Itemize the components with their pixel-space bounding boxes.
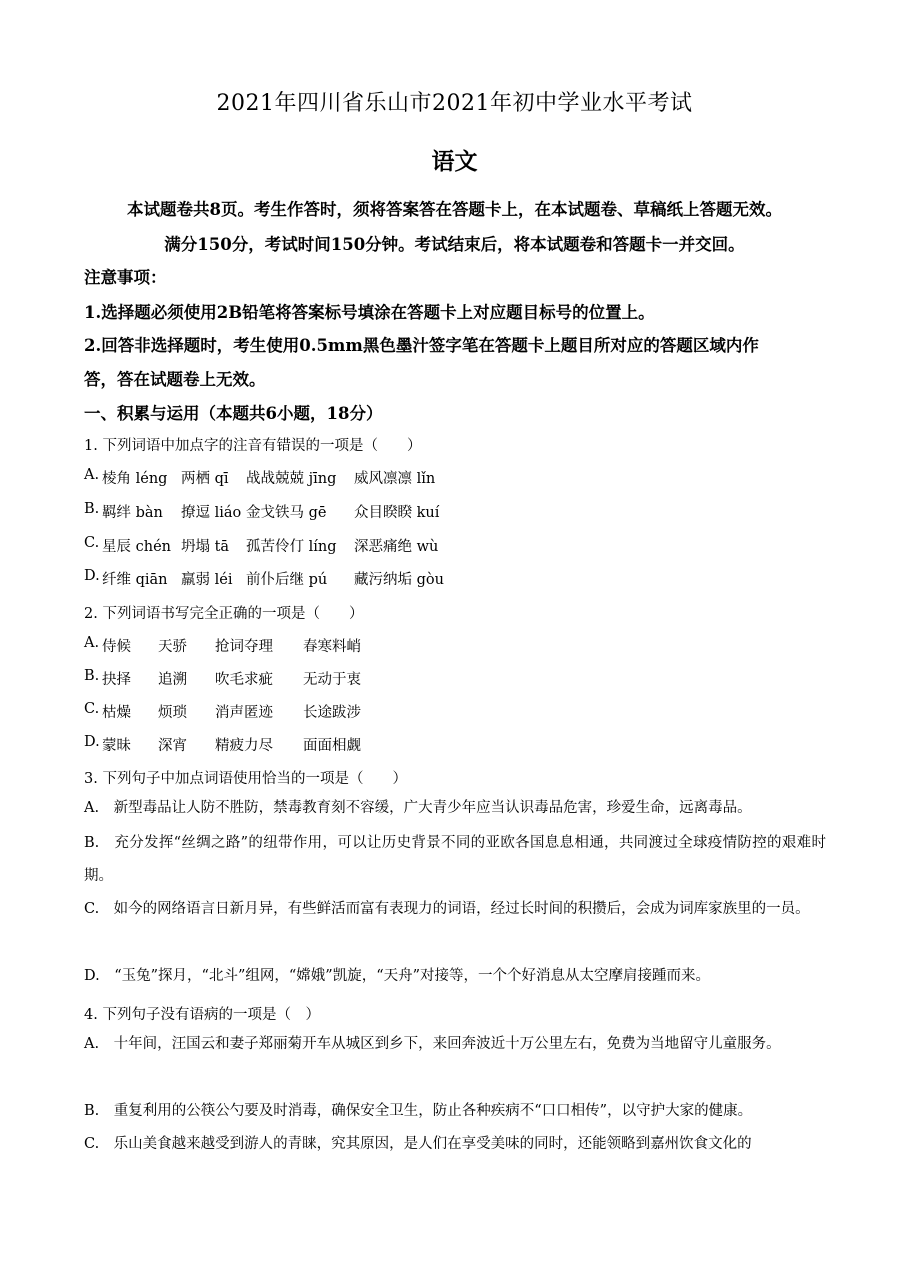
question-3-stem: 3. 下列句子中加点词语使用恰当的一项是（ ）: [84, 771, 407, 787]
option-item: 威风凛凛 lǐn: [354, 471, 436, 487]
option-item: 纤维 qiān: [102, 572, 168, 588]
option-label: B.: [84, 501, 100, 517]
question-1-stem: 1. 下列词语中加点字的注音有错误的一项是（ ）: [84, 438, 422, 454]
option-item: 前仆后继 pú: [246, 572, 328, 588]
option-item: 消声匿迹: [215, 705, 273, 721]
option-item: 抢词夺理: [215, 639, 273, 655]
option-label: C.: [84, 535, 100, 551]
option-item: 长途跋涉: [303, 705, 361, 721]
question-3-option-d: D. “玉兔”探月，“北斗”组网，“嫦娥”凯旋，“天舟”对接等，一个个好消息从太空摩肩接踵而来。: [84, 968, 711, 984]
note-item-2-continued: 答，答在试题卷上无效。: [84, 370, 266, 389]
option-item: 无动于衷: [303, 672, 361, 688]
option-label: B.: [84, 668, 100, 684]
option-item: 众目睽睽 kuí: [354, 505, 440, 521]
option-item: 孤苦伶仃 líng: [246, 539, 337, 555]
question-3-option-b: B. 充分发挥“丝绸之路”的纽带作用，可以让历史背景不同的亚欧各国息息相通，共同渡过全球疫情防控的艰难时期。: [84, 835, 826, 884]
option-item: 战战兢兢 jīng: [246, 471, 337, 487]
question-4-stem: 4. 下列句子没有语病的一项是（ ）: [84, 1007, 320, 1023]
option-item: 两栖 qī: [181, 471, 229, 487]
subject-title: 语文: [431, 148, 478, 175]
option-item: 深恶痛绝 wù: [354, 539, 439, 555]
option-item: 面面相觑: [303, 738, 361, 754]
question-4-option-b: B. 重复利用的公筷公勺要及时消毒，确保安全卫生，防止各种疾病不“口口相传”，以守护大家的健康。: [84, 1103, 753, 1119]
option-item: 烦琐: [158, 705, 187, 721]
notice-line-1: 本试题卷共8页。考生作答时，须将答案答在答题卡上，在本试题卷、草稿纸上答题无效。: [127, 200, 782, 219]
question-4-option-a: A. 十年间，汪国云和妻子郑丽菊开车从城区到乡下，来回奔波近十万公里左右，免费为当地留守儿童服务。: [84, 1036, 781, 1052]
option-item: 金戈铁马 gē: [246, 505, 327, 521]
option-item: 坍塌 tā: [181, 539, 230, 555]
option-item: 深宵: [158, 738, 187, 754]
section-1-title: 一、积累与运用（本题共6小题，18分）: [84, 404, 383, 423]
option-item: 抉择: [102, 672, 131, 688]
option-item: 吹毛求疵: [215, 672, 273, 688]
question-3-option-c: C. 如今的网络语言日新月异，有些鲜活而富有表现力的词语，经过长时间的积攒后，会成为词库家族里的一员。: [84, 901, 810, 917]
option-label: A.: [84, 635, 100, 651]
option-label: C.: [84, 701, 100, 717]
question-3-option-a: A. 新型毒品让人防不胜防，禁毒教育刻不容缓，广大青少年应当认识毒品危害，珍爱生命，远离毒品。: [84, 800, 752, 816]
option-label: D.: [84, 734, 100, 750]
option-item: 撩逗 liáo: [181, 505, 242, 521]
option-item: 春寒料峭: [303, 639, 361, 655]
notice-line-2: 满分150分，考试时间150分钟。考试结束后，将本试题卷和答题卡一并交回。: [164, 235, 745, 254]
notes-heading: 注意事项：: [84, 268, 167, 287]
option-item: 羸弱 léi: [181, 572, 233, 588]
option-item: 侍候: [102, 639, 131, 655]
option-item: 精疲力尽: [215, 738, 273, 754]
option-item: 枯燥: [102, 705, 131, 721]
exam-title: 2021年四川省乐山市2021年初中学业水平考试: [216, 91, 693, 116]
option-label: D.: [84, 568, 100, 584]
option-item: 星辰 chén: [102, 539, 171, 555]
option-item: 天骄: [158, 639, 187, 655]
note-item-2: 2.回答非选择题时，考生使用0.5mm黑色墨汁签字笔在答题卡上题目所对应的答题区域内作: [84, 336, 759, 355]
option-label: A.: [84, 467, 100, 483]
question-2-stem: 2. 下列词语书写完全正确的一项是（ ）: [84, 606, 364, 622]
option-item: 蒙昧: [102, 738, 131, 754]
option-item: 追溯: [158, 672, 187, 688]
option-item: 羁绊 bàn: [102, 505, 163, 521]
option-item: 藏污纳垢 gòu: [354, 572, 444, 588]
note-item-1: 1.选择题必须使用2B铅笔将答案标号填涂在答题卡上对应题目标号的位置上。: [84, 303, 655, 322]
option-item: 棱角 léng: [102, 471, 168, 487]
question-4-option-c: C. 乐山美食越来越受到游人的青睐，究其原因，是人们在享受美味的同时，还能领略到嘉州饮食文化的: [84, 1136, 752, 1152]
